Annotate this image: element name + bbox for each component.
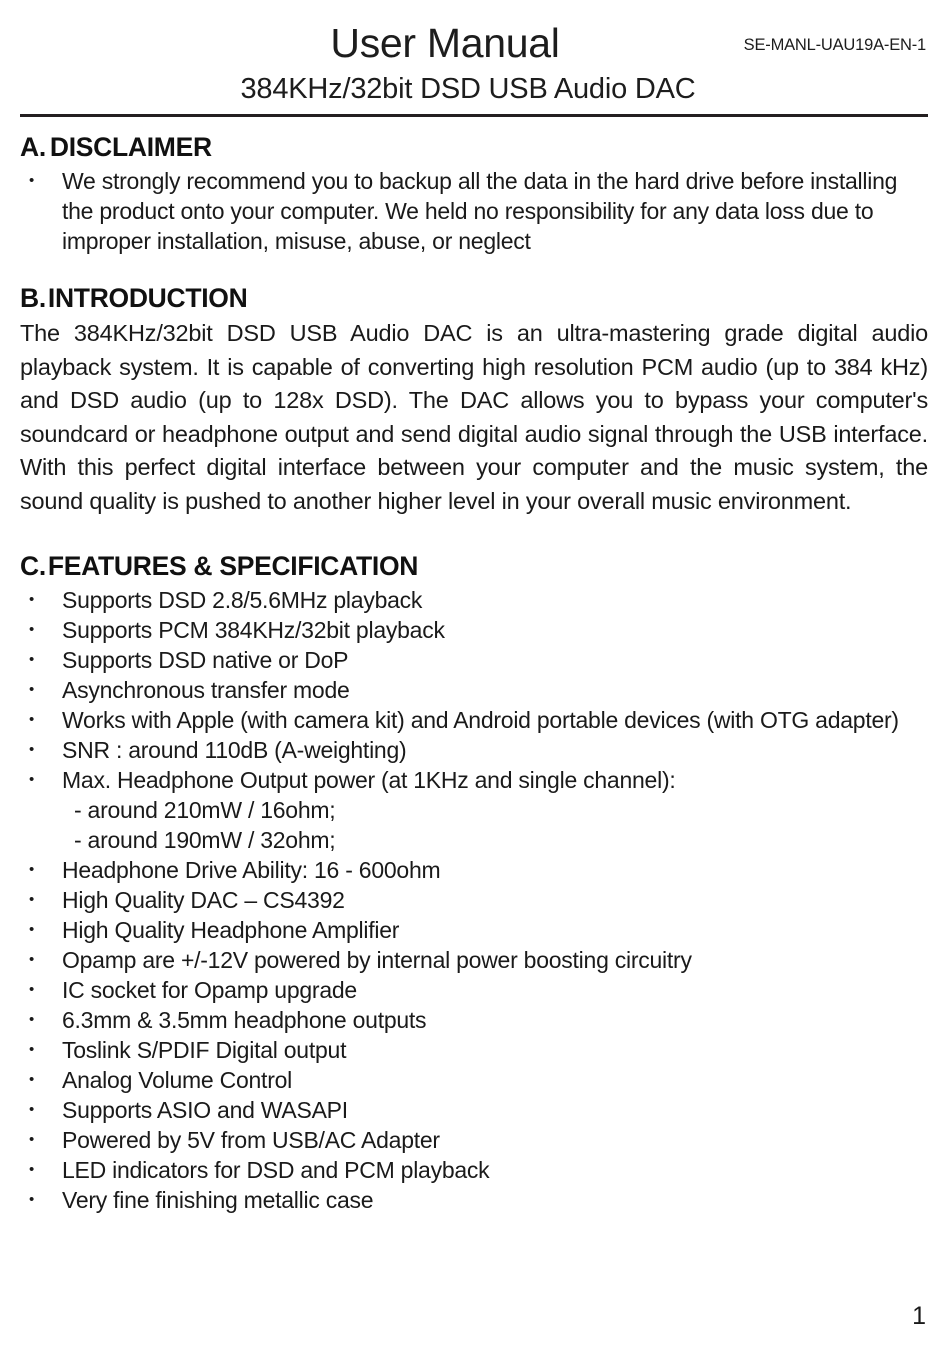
list-item: • Very fine finishing metallic case: [26, 1185, 930, 1215]
disclaimer-bullet-list: [20, 166, 930, 256]
features-bullet-list: [20, 585, 930, 1215]
list-item: • High Quality Headphone Amplifier: [26, 915, 930, 945]
list-item: • Supports DSD native or DoP: [26, 645, 930, 675]
document-subtitle: 384KHz/32bit DSD USB Audio DAC: [240, 73, 696, 105]
header-divider: [20, 114, 928, 117]
section-heading-introduction: [20, 282, 930, 314]
section-heading-features: [20, 550, 930, 582]
list-item: • Supports PCM 384KHz/32bit playback: [26, 615, 930, 645]
list-item: • Headphone Drive Ability: 16 - 600ohm: [26, 855, 930, 885]
section-title-introduction: INTRODUCTION: [47, 283, 248, 313]
sub-item-power-32ohm: - around 190mW / 32ohm;: [74, 827, 336, 853]
list-item: • Powered by 5V from USB/AC Adapter: [26, 1125, 930, 1155]
spacer: [20, 256, 930, 268]
list-item: • Works with Apple (with camera kit) and Android portable devices (with OTG adapter): [26, 705, 930, 735]
list-item: • Analog Volume Control: [26, 1065, 930, 1095]
page-number: 1: [912, 1302, 926, 1330]
title-row: [0, 18, 950, 70]
section-heading-disclaimer: [20, 131, 930, 163]
list-item: • 6.3mm & 3.5mm headphone outputs: [26, 1005, 930, 1035]
introduction-paragraph: The 384KHz/32bit DSD USB Audio DAC is an ultra-mastering grade digital audio playback system. It is capable of converting high resolution PCM audio (up to 384 kHz) and DSD audio (up to 128x DSD). The DAC allows you to bypass your computer's soundcard or headphone output and send digital audio signal through the USB interface. With this perfect digital interface between your computer and the music system, the sound quality is pushed to another higher level in your overall music environment.: [20, 320, 928, 514]
spacer: [20, 518, 930, 536]
document-code: SE-MANL-UAU19A-EN-1: [743, 36, 926, 54]
list-item: • Toslink S/PDIF Digital output: [26, 1035, 930, 1065]
list-item-label: Max. Headphone Output power (at 1KHz and single channel):: [62, 767, 676, 793]
list-item: • Opamp are +/-12V powered by internal power boosting circuitry: [26, 945, 930, 975]
section-title-features: FEATURES & SPECIFICATION: [47, 551, 419, 581]
list-item: • We strongly recommend you to backup all the data in the hard drive before installing the product onto your computer. We held no responsibility for any data loss due to improper installation, misuse, abuse, or neglect: [26, 166, 930, 256]
list-item: • High Quality DAC – CS4392: [26, 885, 930, 915]
list-item: • Supports ASIO and WASAPI: [26, 1095, 930, 1125]
sub-item-power-16ohm: - around 210mW / 16ohm;: [74, 797, 336, 823]
list-item: • SNR : around 110dB (A-weighting): [26, 735, 930, 765]
list-item: • LED indicators for DSD and PCM playback: [26, 1155, 930, 1185]
document-content: [0, 131, 950, 1215]
list-item-headphone-power: [26, 765, 930, 855]
list-item: • Supports DSD 2.8/5.6MHz playback: [26, 585, 930, 615]
section-title-disclaimer: DISCLAIMER: [49, 132, 212, 162]
document-title: User Manual: [330, 20, 560, 66]
section-letter-a: A.: [20, 132, 46, 162]
document-header: [0, 0, 950, 117]
list-item: • Asynchronous transfer mode: [26, 675, 930, 705]
section-letter-c: C.: [20, 551, 46, 581]
list-item: • IC socket for Opamp upgrade: [26, 975, 930, 1005]
section-letter-b: B.: [20, 283, 46, 313]
